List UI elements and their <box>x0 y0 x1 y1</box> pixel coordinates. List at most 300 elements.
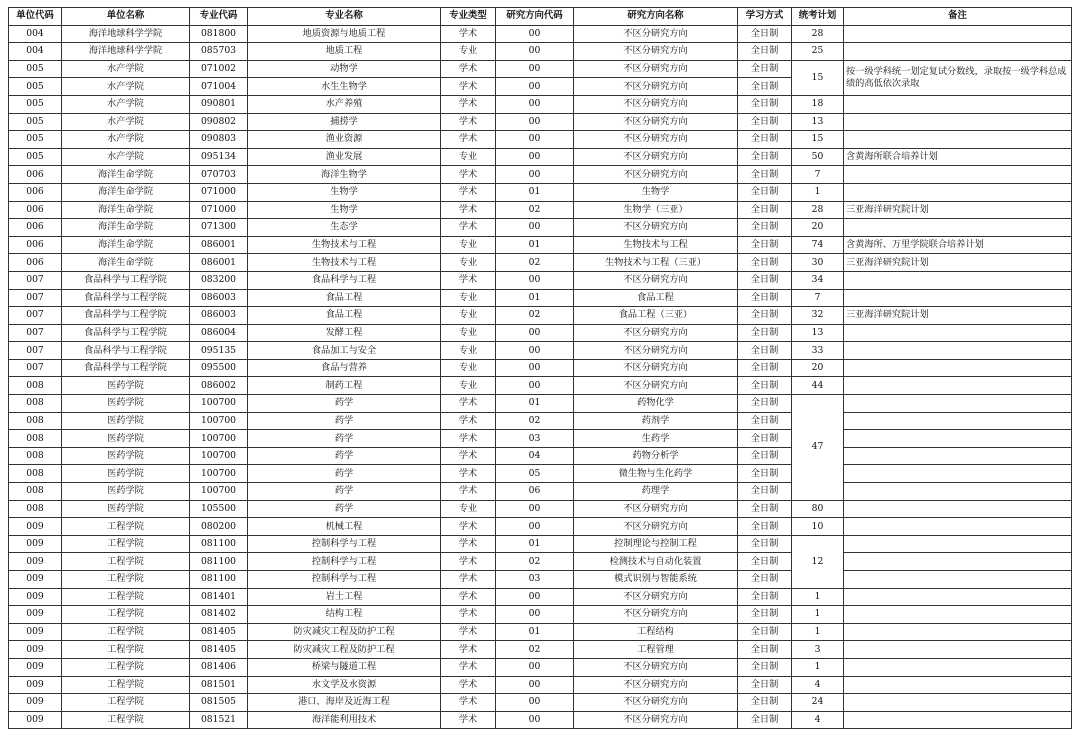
cell-major-type: 专业 <box>441 289 496 307</box>
cell-major-name: 生物学 <box>248 201 441 219</box>
cell-study-mode: 全日制 <box>738 694 792 712</box>
cell-major-name: 控制科学与工程 <box>248 571 441 589</box>
cell-unit-code: 004 <box>9 25 62 43</box>
cell-plan: 15 <box>792 131 844 149</box>
cell-major-name: 捕捞学 <box>248 113 441 131</box>
cell-major-code: 081406 <box>190 658 248 676</box>
cell-major-type: 学术 <box>441 95 496 113</box>
cell-plan: 50 <box>792 148 844 166</box>
cell-major-name: 岩土工程 <box>248 588 441 606</box>
cell-remarks <box>844 535 1072 553</box>
cell-major-name: 渔业资源 <box>248 131 441 149</box>
cell-major-code: 080200 <box>190 518 248 536</box>
cell-major-type: 专业 <box>441 148 496 166</box>
cell-unit-code: 005 <box>9 148 62 166</box>
cell-remarks <box>844 271 1072 289</box>
cell-major-type: 学术 <box>441 219 496 237</box>
cell-direction-code: 03 <box>496 430 574 448</box>
cell-major-code: 086002 <box>190 377 248 395</box>
cell-direction-name: 检测技术与自动化装置 <box>574 553 738 571</box>
cell-unit-code: 008 <box>9 395 62 413</box>
table-row <box>9 148 1072 166</box>
table-row <box>9 183 1072 201</box>
cell-major-code: 083200 <box>190 271 248 289</box>
cell-plan: 25 <box>792 43 844 61</box>
cell-plan: 4 <box>792 676 844 694</box>
cell-study-mode: 全日制 <box>738 271 792 289</box>
cell-major-name: 发酵工程 <box>248 324 441 342</box>
table-row <box>9 571 1072 589</box>
cell-plan: 15 <box>792 60 844 95</box>
cell-major-code: 086003 <box>190 289 248 307</box>
cell-major-type: 学术 <box>441 588 496 606</box>
cell-major-code: 071004 <box>190 78 248 96</box>
cell-major-type: 专业 <box>441 43 496 61</box>
cell-study-mode: 全日制 <box>738 359 792 377</box>
cell-direction-name: 控制理论与控制工程 <box>574 535 738 553</box>
cell-direction-name: 不区分研究方向 <box>574 342 738 360</box>
table-row <box>9 43 1072 61</box>
table-row <box>9 676 1072 694</box>
cell-direction-code: 00 <box>496 219 574 237</box>
table-row <box>9 465 1072 483</box>
cell-direction-code: 00 <box>496 518 574 536</box>
table-row <box>9 500 1072 518</box>
cell-major-type: 专业 <box>441 359 496 377</box>
cell-direction-name: 不区分研究方向 <box>574 377 738 395</box>
cell-study-mode: 全日制 <box>738 395 792 413</box>
table-row <box>9 518 1072 536</box>
cell-remarks <box>844 183 1072 201</box>
cell-study-mode: 全日制 <box>738 518 792 536</box>
cell-unit-name: 海洋地球科学学院 <box>62 25 190 43</box>
cell-direction-code: 01 <box>496 395 574 413</box>
cell-unit-code: 009 <box>9 588 62 606</box>
cell-unit-name: 水产学院 <box>62 148 190 166</box>
cell-unit-name: 水产学院 <box>62 131 190 149</box>
cell-unit-code: 006 <box>9 219 62 237</box>
cell-unit-name: 工程学院 <box>62 694 190 712</box>
cell-study-mode: 全日制 <box>738 148 792 166</box>
cell-study-mode: 全日制 <box>738 183 792 201</box>
cell-major-code: 081501 <box>190 676 248 694</box>
cell-plan: 30 <box>792 254 844 272</box>
cell-unit-name: 海洋地球科学学院 <box>62 43 190 61</box>
cell-unit-code: 006 <box>9 236 62 254</box>
cell-study-mode: 全日制 <box>738 95 792 113</box>
cell-unit-code: 009 <box>9 553 62 571</box>
cell-unit-name: 医药学院 <box>62 465 190 483</box>
cell-unit-name: 工程学院 <box>62 588 190 606</box>
table-row <box>9 430 1072 448</box>
cell-plan: 1 <box>792 658 844 676</box>
cell-major-name: 药学 <box>248 412 441 430</box>
enrollment-table <box>8 7 1072 729</box>
table-row <box>9 606 1072 624</box>
cell-unit-name: 工程学院 <box>62 535 190 553</box>
cell-major-name: 控制科学与工程 <box>248 553 441 571</box>
cell-study-mode: 全日制 <box>738 500 792 518</box>
cell-direction-code: 00 <box>496 676 574 694</box>
cell-major-name: 海洋生物学 <box>248 166 441 184</box>
cell-major-name: 海洋能利用技术 <box>248 711 441 729</box>
cell-major-type: 学术 <box>441 623 496 641</box>
cell-unit-code: 007 <box>9 289 62 307</box>
cell-major-type: 学术 <box>441 483 496 501</box>
cell-major-type: 学术 <box>441 711 496 729</box>
header-study-mode: 学习方式 <box>738 8 792 26</box>
cell-study-mode: 全日制 <box>738 289 792 307</box>
cell-direction-name: 不区分研究方向 <box>574 606 738 624</box>
cell-study-mode: 全日制 <box>738 201 792 219</box>
cell-major-name: 桥梁与隧道工程 <box>248 658 441 676</box>
cell-plan: 7 <box>792 166 844 184</box>
cell-major-name: 食品工程 <box>248 289 441 307</box>
cell-major-code: 086003 <box>190 307 248 325</box>
cell-plan: 1 <box>792 623 844 641</box>
cell-unit-name: 工程学院 <box>62 553 190 571</box>
cell-major-code: 081402 <box>190 606 248 624</box>
cell-direction-name: 生物学（三亚） <box>574 201 738 219</box>
cell-unit-code: 007 <box>9 342 62 360</box>
table-row <box>9 623 1072 641</box>
cell-direction-code: 01 <box>496 289 574 307</box>
cell-remarks: 三亚海洋研究院计划 <box>844 307 1072 325</box>
table-row <box>9 95 1072 113</box>
cell-unit-code: 009 <box>9 658 62 676</box>
cell-major-type: 学术 <box>441 271 496 289</box>
cell-major-type: 学术 <box>441 183 496 201</box>
cell-direction-code: 00 <box>496 148 574 166</box>
cell-direction-name: 模式识别与智能系统 <box>574 571 738 589</box>
cell-direction-code: 01 <box>496 535 574 553</box>
cell-major-code: 081505 <box>190 694 248 712</box>
cell-direction-name: 生药学 <box>574 430 738 448</box>
cell-direction-code: 00 <box>496 113 574 131</box>
cell-remarks <box>844 518 1072 536</box>
cell-direction-name: 不区分研究方向 <box>574 113 738 131</box>
header-direction-code: 研究方向代码 <box>496 8 574 26</box>
cell-unit-name: 医药学院 <box>62 500 190 518</box>
cell-direction-code: 03 <box>496 571 574 589</box>
cell-unit-name: 水产学院 <box>62 60 190 78</box>
cell-unit-code: 006 <box>9 166 62 184</box>
cell-unit-name: 工程学院 <box>62 641 190 659</box>
cell-major-code: 070703 <box>190 166 248 184</box>
cell-direction-code: 06 <box>496 483 574 501</box>
cell-direction-code: 00 <box>496 78 574 96</box>
cell-unit-name: 食品科学与工程学院 <box>62 307 190 325</box>
cell-direction-name: 不区分研究方向 <box>574 60 738 78</box>
cell-remarks <box>844 359 1072 377</box>
cell-plan: 20 <box>792 359 844 377</box>
table-row <box>9 377 1072 395</box>
cell-direction-name: 不区分研究方向 <box>574 43 738 61</box>
cell-unit-name: 医药学院 <box>62 377 190 395</box>
cell-direction-name: 不区分研究方向 <box>574 95 738 113</box>
cell-remarks <box>844 483 1072 501</box>
cell-major-code: 081100 <box>190 571 248 589</box>
cell-plan: 33 <box>792 342 844 360</box>
cell-major-code: 081405 <box>190 641 248 659</box>
table-row <box>9 395 1072 413</box>
cell-direction-name: 不区分研究方向 <box>574 518 738 536</box>
cell-study-mode: 全日制 <box>738 658 792 676</box>
cell-direction-code: 00 <box>496 324 574 342</box>
cell-major-code: 081100 <box>190 535 248 553</box>
cell-unit-code: 009 <box>9 641 62 659</box>
cell-study-mode: 全日制 <box>738 236 792 254</box>
cell-major-name: 地质资源与地质工程 <box>248 25 441 43</box>
cell-major-code: 090801 <box>190 95 248 113</box>
cell-remarks: 含黄海所联合培养计划 <box>844 148 1072 166</box>
cell-major-name: 防灾减灾工程及防护工程 <box>248 641 441 659</box>
cell-unit-name: 医药学院 <box>62 430 190 448</box>
header-plan: 统考计划 <box>792 8 844 26</box>
cell-plan: 1 <box>792 183 844 201</box>
cell-remarks <box>844 43 1072 61</box>
cell-remarks <box>844 25 1072 43</box>
cell-unit-name: 食品科学与工程学院 <box>62 359 190 377</box>
header-unit-code: 单位代码 <box>9 8 62 26</box>
cell-direction-name: 生物技术与工程 <box>574 236 738 254</box>
cell-major-type: 学术 <box>441 641 496 659</box>
cell-plan: 47 <box>792 395 844 501</box>
cell-remarks <box>844 131 1072 149</box>
table-row <box>9 131 1072 149</box>
cell-unit-name: 海洋生命学院 <box>62 219 190 237</box>
cell-major-code: 071000 <box>190 201 248 219</box>
cell-remarks <box>844 711 1072 729</box>
cell-unit-name: 水产学院 <box>62 95 190 113</box>
header-unit-name: 单位名称 <box>62 8 190 26</box>
cell-direction-name: 食品工程 <box>574 289 738 307</box>
cell-direction-code: 00 <box>496 60 574 78</box>
cell-study-mode: 全日制 <box>738 535 792 553</box>
cell-major-code: 100700 <box>190 483 248 501</box>
header-major-type: 专业类型 <box>441 8 496 26</box>
table-row <box>9 483 1072 501</box>
cell-major-type: 学术 <box>441 658 496 676</box>
cell-major-type: 学术 <box>441 131 496 149</box>
header-major-code: 专业代码 <box>190 8 248 26</box>
cell-direction-code: 00 <box>496 658 574 676</box>
cell-unit-code: 009 <box>9 518 62 536</box>
cell-study-mode: 全日制 <box>738 483 792 501</box>
cell-direction-name: 不区分研究方向 <box>574 359 738 377</box>
table-row <box>9 60 1072 78</box>
cell-major-name: 控制科学与工程 <box>248 535 441 553</box>
cell-major-type: 学术 <box>441 113 496 131</box>
cell-unit-name: 海洋生命学院 <box>62 236 190 254</box>
cell-direction-name: 不区分研究方向 <box>574 500 738 518</box>
cell-major-type: 专业 <box>441 342 496 360</box>
cell-study-mode: 全日制 <box>738 430 792 448</box>
cell-unit-name: 水产学院 <box>62 113 190 131</box>
cell-plan: 74 <box>792 236 844 254</box>
cell-remarks <box>844 465 1072 483</box>
cell-major-name: 渔业发展 <box>248 148 441 166</box>
cell-major-code: 081401 <box>190 588 248 606</box>
cell-study-mode: 全日制 <box>738 676 792 694</box>
cell-study-mode: 全日制 <box>738 166 792 184</box>
cell-major-type: 学术 <box>441 518 496 536</box>
cell-major-type: 专业 <box>441 500 496 518</box>
cell-study-mode: 全日制 <box>738 412 792 430</box>
cell-unit-code: 006 <box>9 183 62 201</box>
cell-major-code: 090802 <box>190 113 248 131</box>
cell-unit-code: 007 <box>9 271 62 289</box>
cell-major-code: 100700 <box>190 395 248 413</box>
table-row <box>9 219 1072 237</box>
cell-unit-name: 医药学院 <box>62 483 190 501</box>
table-row <box>9 447 1072 465</box>
cell-direction-code: 02 <box>496 201 574 219</box>
table-row <box>9 25 1072 43</box>
cell-unit-code: 005 <box>9 95 62 113</box>
cell-major-code: 100700 <box>190 465 248 483</box>
cell-major-name: 生态学 <box>248 219 441 237</box>
cell-direction-name: 生物技术与工程（三亚） <box>574 254 738 272</box>
cell-unit-name: 海洋生命学院 <box>62 254 190 272</box>
cell-unit-code: 007 <box>9 359 62 377</box>
cell-remarks <box>844 623 1072 641</box>
cell-remarks <box>844 412 1072 430</box>
cell-unit-name: 工程学院 <box>62 571 190 589</box>
cell-unit-name: 海洋生命学院 <box>62 183 190 201</box>
cell-remarks: 按一级学科统一划定复试分数线，录取按一级学科总成绩的高低依次录取 <box>844 60 1072 95</box>
cell-major-type: 学术 <box>441 60 496 78</box>
cell-major-code: 090803 <box>190 131 248 149</box>
cell-direction-name: 食品工程（三亚） <box>574 307 738 325</box>
cell-direction-code: 00 <box>496 377 574 395</box>
cell-direction-code: 00 <box>496 500 574 518</box>
cell-major-type: 学术 <box>441 201 496 219</box>
cell-study-mode: 全日制 <box>738 254 792 272</box>
cell-unit-code: 004 <box>9 43 62 61</box>
cell-unit-code: 009 <box>9 694 62 712</box>
cell-major-name: 港口、海岸及近海工程 <box>248 694 441 712</box>
cell-unit-code: 009 <box>9 606 62 624</box>
cell-remarks <box>844 658 1072 676</box>
table-row <box>9 289 1072 307</box>
cell-major-name: 药学 <box>248 500 441 518</box>
cell-major-type: 学术 <box>441 553 496 571</box>
cell-remarks: 含黄海所、万里学院联合培养计划 <box>844 236 1072 254</box>
cell-unit-name: 医药学院 <box>62 395 190 413</box>
cell-direction-code: 01 <box>496 236 574 254</box>
cell-remarks <box>844 588 1072 606</box>
cell-remarks <box>844 430 1072 448</box>
cell-plan: 1 <box>792 606 844 624</box>
cell-direction-code: 02 <box>496 307 574 325</box>
cell-remarks <box>844 342 1072 360</box>
cell-direction-code: 00 <box>496 359 574 377</box>
cell-direction-code: 00 <box>496 271 574 289</box>
cell-unit-code: 008 <box>9 377 62 395</box>
cell-remarks: 三亚海洋研究院计划 <box>844 254 1072 272</box>
cell-unit-code: 009 <box>9 623 62 641</box>
cell-direction-code: 00 <box>496 606 574 624</box>
cell-study-mode: 全日制 <box>738 447 792 465</box>
cell-major-code: 086001 <box>190 254 248 272</box>
cell-plan: 28 <box>792 25 844 43</box>
cell-direction-code: 01 <box>496 623 574 641</box>
cell-unit-name: 工程学院 <box>62 518 190 536</box>
table-row <box>9 694 1072 712</box>
cell-study-mode: 全日制 <box>738 324 792 342</box>
cell-major-type: 学术 <box>441 535 496 553</box>
cell-direction-code: 00 <box>496 694 574 712</box>
cell-major-name: 生物技术与工程 <box>248 236 441 254</box>
table-row <box>9 236 1072 254</box>
cell-direction-name: 不区分研究方向 <box>574 131 738 149</box>
cell-major-type: 学术 <box>441 25 496 43</box>
cell-remarks <box>844 694 1072 712</box>
cell-major-name: 药学 <box>248 447 441 465</box>
cell-unit-code: 008 <box>9 447 62 465</box>
cell-major-code: 100700 <box>190 447 248 465</box>
cell-plan: 13 <box>792 113 844 131</box>
cell-major-type: 专业 <box>441 254 496 272</box>
cell-unit-code: 009 <box>9 571 62 589</box>
cell-major-name: 生物技术与工程 <box>248 254 441 272</box>
cell-direction-code: 00 <box>496 25 574 43</box>
cell-direction-code: 05 <box>496 465 574 483</box>
cell-direction-name: 工程管理 <box>574 641 738 659</box>
cell-major-type: 学术 <box>441 676 496 694</box>
cell-unit-code: 005 <box>9 113 62 131</box>
cell-remarks <box>844 641 1072 659</box>
cell-unit-name: 医药学院 <box>62 447 190 465</box>
table-body <box>9 25 1072 729</box>
cell-unit-code: 008 <box>9 500 62 518</box>
cell-direction-code: 00 <box>496 588 574 606</box>
cell-plan: 34 <box>792 271 844 289</box>
table-row <box>9 166 1072 184</box>
cell-unit-name: 工程学院 <box>62 676 190 694</box>
cell-plan: 44 <box>792 377 844 395</box>
cell-major-code: 086001 <box>190 236 248 254</box>
cell-direction-code: 02 <box>496 412 574 430</box>
cell-major-code: 086004 <box>190 324 248 342</box>
cell-study-mode: 全日制 <box>738 43 792 61</box>
cell-major-code: 081521 <box>190 711 248 729</box>
cell-major-type: 学术 <box>441 447 496 465</box>
cell-plan: 7 <box>792 289 844 307</box>
cell-major-name: 防灾减灾工程及防护工程 <box>248 623 441 641</box>
cell-major-code: 071300 <box>190 219 248 237</box>
cell-plan: 28 <box>792 201 844 219</box>
table-row <box>9 342 1072 360</box>
cell-remarks <box>844 324 1072 342</box>
cell-plan: 3 <box>792 641 844 659</box>
table-row <box>9 641 1072 659</box>
cell-major-type: 学术 <box>441 412 496 430</box>
cell-direction-name: 生物学 <box>574 183 738 201</box>
header-major-name: 专业名称 <box>248 8 441 26</box>
cell-study-mode: 全日制 <box>738 131 792 149</box>
cell-remarks <box>844 500 1072 518</box>
cell-plan: 18 <box>792 95 844 113</box>
cell-major-name: 食品工程 <box>248 307 441 325</box>
cell-remarks <box>844 289 1072 307</box>
cell-study-mode: 全日制 <box>738 711 792 729</box>
cell-major-name: 药学 <box>248 430 441 448</box>
cell-direction-name: 不区分研究方向 <box>574 78 738 96</box>
cell-unit-code: 007 <box>9 324 62 342</box>
cell-unit-code: 005 <box>9 60 62 78</box>
